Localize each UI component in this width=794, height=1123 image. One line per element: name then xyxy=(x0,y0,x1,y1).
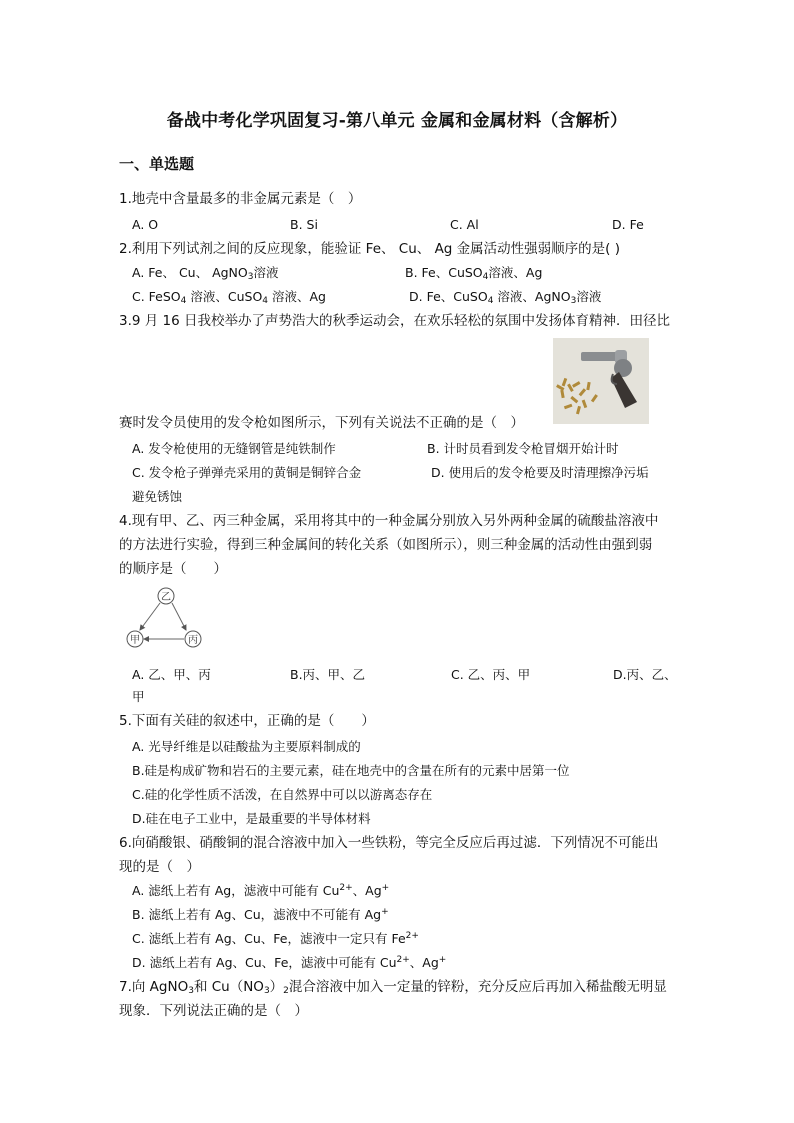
question-6-option-c[interactable]: C. 滤纸上若有 Ag、Cu、Fe，滤液中一定只有 $Fe^{2+}$ xyxy=(132,931,419,946)
question-2-stem: 2.利用下列试剂之间的反应现象，能验证 Fe、 Cu、 Ag 金属活动性强弱顺序的是( ) xyxy=(119,241,620,257)
question-3-option-b[interactable]: B. 计时员看到发令枪冒烟开始计时 xyxy=(427,441,619,456)
question-5-option-a[interactable]: A. 光导纤维是以硅酸盐为主要原料制成的 xyxy=(132,739,361,754)
node-bing-label: 丙 xyxy=(188,635,198,646)
question-5-stem: 5.下面有关硅的叙述中，正确的是（ ） xyxy=(119,713,375,729)
question-2-option-a[interactable]: A. Fe、 Cu、 AgNO$_3$溶液 xyxy=(132,265,279,282)
question-7-stem-line-1: 7.向 AgNO$_3$和 $Cu(NO_3)_2$混合溶液中加入一定量的锌粉，充分反应后再加入稀盐酸无明显 xyxy=(119,979,667,996)
question-4-stem-line-3: 的顺序是（ ） xyxy=(119,561,227,577)
question-6-option-d[interactable]: D. 滤纸上若有 Ag、Cu、Fe，滤液中可能有 $Cu^{2+}$、Ag+ xyxy=(132,955,447,970)
question-4-option-c[interactable]: C. 乙、丙、甲 xyxy=(451,667,531,682)
question-5-option-b[interactable]: B.硅是构成矿物和岩石的主要元素，硅在地壳中的含量在所有的元素中居第一位 xyxy=(132,763,570,778)
starting-pistol-photo xyxy=(553,338,649,424)
question-1-option-d[interactable]: D. Fe xyxy=(612,217,644,232)
section-heading: 一、单选题 xyxy=(119,155,195,173)
question-4-option-b[interactable]: B.丙、甲、乙 xyxy=(290,667,366,682)
question-6-stem-line-1: 6.向硝酸银、硝酸铜的混合溶液中加入一些铁粉，等完全反应后再过滤．下列情况不可能出 xyxy=(119,835,659,851)
question-2-option-c[interactable]: C. FeSO$_4$ 溶液、CuSO$_4$ 溶液、Ag xyxy=(132,289,326,306)
question-6-option-b[interactable]: B. 滤纸上若有 Ag、Cu，滤液中不可能有 Ag+ xyxy=(132,907,389,922)
arrow-yi-to-bing xyxy=(172,603,186,630)
metal-conversion-diagram xyxy=(124,586,208,652)
question-3-option-c[interactable]: C. 发令枪子弹弹壳采用的黄铜是铜锌合金 xyxy=(132,465,362,480)
question-3-option-a[interactable]: A. 发令枪使用的无缝钢管是纯铁制作 xyxy=(132,441,336,456)
question-3-option-d[interactable]: D. 使用后的发令枪要及时清理擦净污垢 xyxy=(431,465,649,480)
question-4-option-d-continued: 甲 xyxy=(132,689,145,704)
question-4-option-d[interactable]: D.丙、乙、 xyxy=(613,667,677,682)
question-2-option-b[interactable]: B. Fe、CuSO$_4$溶液、Ag xyxy=(405,265,543,282)
question-1-option-b[interactable]: B. Si xyxy=(290,217,318,232)
question-4-stem-line-1: 4.现有甲、乙、丙三种金属，采用将其中的一种金属分别放入另外两种金属的硫酸盐溶液中 xyxy=(119,513,659,529)
question-6-stem-line-2: 现的是（ ） xyxy=(119,859,200,875)
node-yi-label: 乙 xyxy=(161,592,171,603)
question-3-stem-line-1: 3.9 月 16 日我校举办了声势浩大的秋季运动会，在欢乐轻松的氛围中发扬体育精神．田径比 xyxy=(119,313,671,329)
question-5-option-d[interactable]: D.硅在电子工业中，是最重要的半导体材料 xyxy=(132,811,371,826)
question-3-stem-line-2: 赛时发令员使用的发令枪如图所示，下列有关说法不正确的是（ ） xyxy=(119,415,524,431)
question-6-option-a[interactable]: A. 滤纸上若有 Ag，滤液中可能有 $Cu^{2+}$、Ag+ xyxy=(132,883,390,898)
question-7-stem-line-2: 现象．下列说法正确的是（ ） xyxy=(119,1003,308,1019)
question-2-option-d[interactable]: D. Fe、CuSO$_4$ 溶液、AgNO$_3$溶液 xyxy=(409,289,602,306)
question-4-stem-line-2: 的方法进行实验，得到三种金属间的转化关系（如图所示），则三种金属的活动性由强到弱 xyxy=(119,537,653,553)
question-1-option-c[interactable]: C. Al xyxy=(450,217,479,232)
question-1-option-a[interactable]: A. O xyxy=(132,217,159,232)
question-5-option-c[interactable]: C.硅的化学性质不活泼，在自然界中可以以游离态存在 xyxy=(132,787,433,802)
node-jia-label: 甲 xyxy=(130,635,140,646)
arrow-yi-to-jia xyxy=(140,603,160,630)
question-4-option-a[interactable]: A. 乙、甲、丙 xyxy=(132,667,211,682)
starting-pistol-icon xyxy=(553,338,649,424)
question-3-option-d-continued: 避免锈蚀 xyxy=(132,489,183,504)
page-title: 备战中考化学巩固复习-第八单元 金属和金属材料（含解析） xyxy=(166,111,628,131)
question-1-stem: 1.地壳中含量最多的非金属元素是（ ） xyxy=(119,191,362,207)
